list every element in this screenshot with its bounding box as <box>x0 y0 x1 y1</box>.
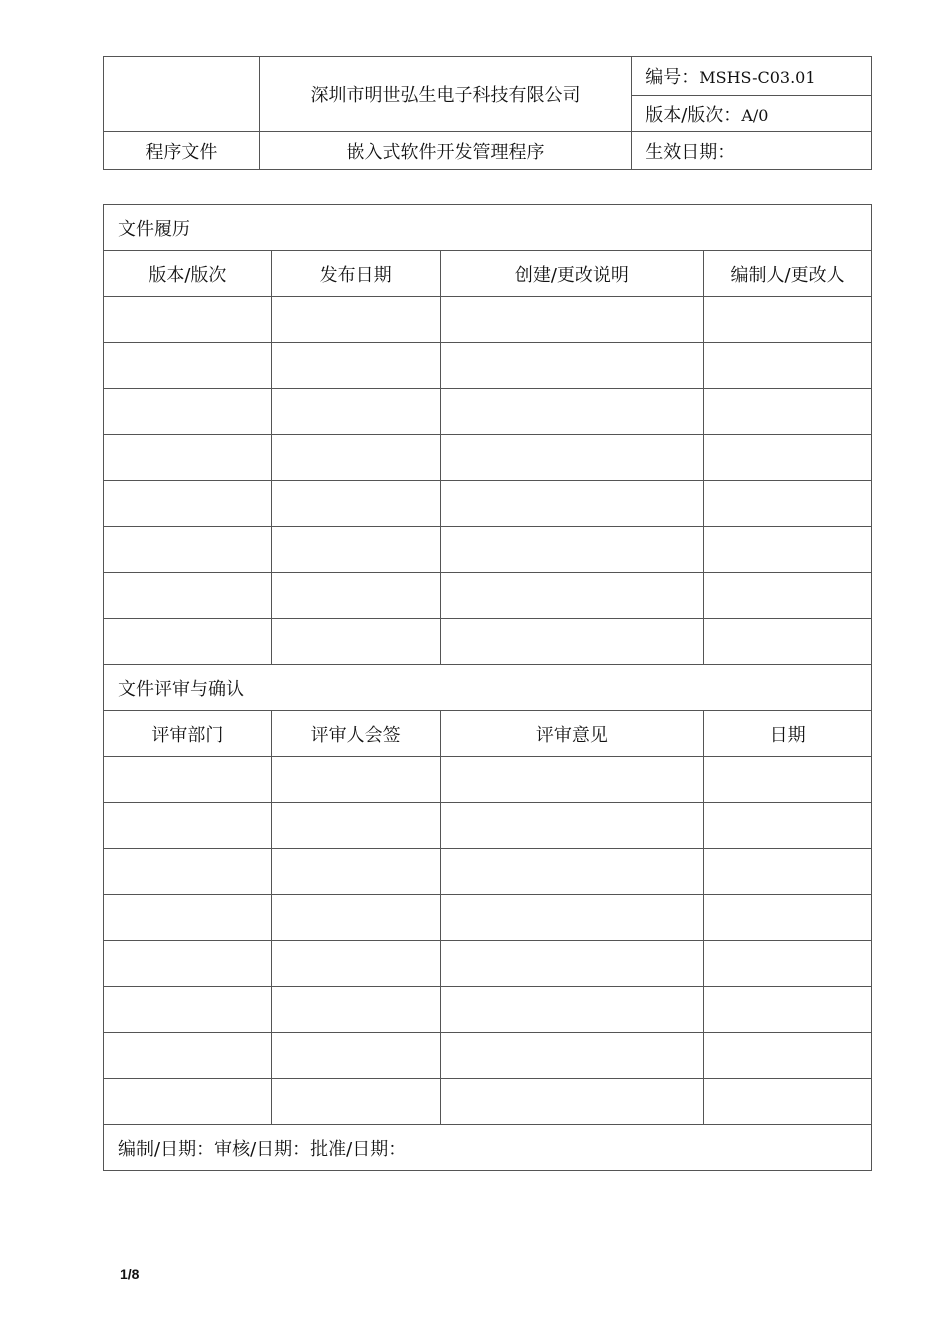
version-value: A/0 <box>741 105 769 125</box>
table-row <box>104 803 872 849</box>
table-row <box>104 1033 872 1079</box>
table-row <box>104 1079 872 1125</box>
table-row <box>104 941 872 987</box>
table-row <box>104 573 872 619</box>
table-row <box>104 297 872 343</box>
review-col-department: 评审部门 <box>104 711 272 757</box>
logo-cell <box>104 57 260 132</box>
history-col-author: 编制人/更改人 <box>704 251 872 297</box>
table-row <box>104 619 872 665</box>
sign-off-line: 编制/日期：审核/日期：批准/日期： <box>104 1125 872 1171</box>
review-col-opinion: 评审意见 <box>440 711 704 757</box>
main-table <box>103 204 872 1171</box>
doc-number-cell <box>632 57 872 96</box>
doc-number-label: 编号： <box>645 67 700 88</box>
doc-number: MSHS-C03.01 <box>699 68 816 87</box>
history-header-row <box>104 251 872 297</box>
history-col-description: 创建/更改说明 <box>440 251 704 297</box>
page-number: 1/8 <box>120 1266 140 1282</box>
history-section-title: 文件履历 <box>104 205 872 251</box>
version-label: 版本/版次： <box>645 104 742 126</box>
effective-date-label: 生效日期： <box>632 132 872 170</box>
review-col-date: 日期 <box>704 711 872 757</box>
history-col-date: 发布日期 <box>271 251 440 297</box>
table-row <box>104 757 872 803</box>
header-table <box>103 56 872 170</box>
table-row <box>104 987 872 1033</box>
table-row <box>104 527 872 573</box>
table-row <box>104 481 872 527</box>
doc-title: 嵌入式软件开发管理程序 <box>259 132 631 170</box>
doc-type: 程序文件 <box>104 132 260 170</box>
version-cell <box>632 96 872 132</box>
table-row <box>104 895 872 941</box>
table-row <box>104 435 872 481</box>
history-col-version: 版本/版次 <box>104 251 272 297</box>
review-header-row <box>104 711 872 757</box>
company-name: 深圳市明世弘生电子科技有限公司 <box>259 57 631 132</box>
table-row <box>104 343 872 389</box>
review-col-signature: 评审人会签 <box>271 711 440 757</box>
review-section-title: 文件评审与确认 <box>104 665 872 711</box>
table-row <box>104 389 872 435</box>
table-row <box>104 849 872 895</box>
